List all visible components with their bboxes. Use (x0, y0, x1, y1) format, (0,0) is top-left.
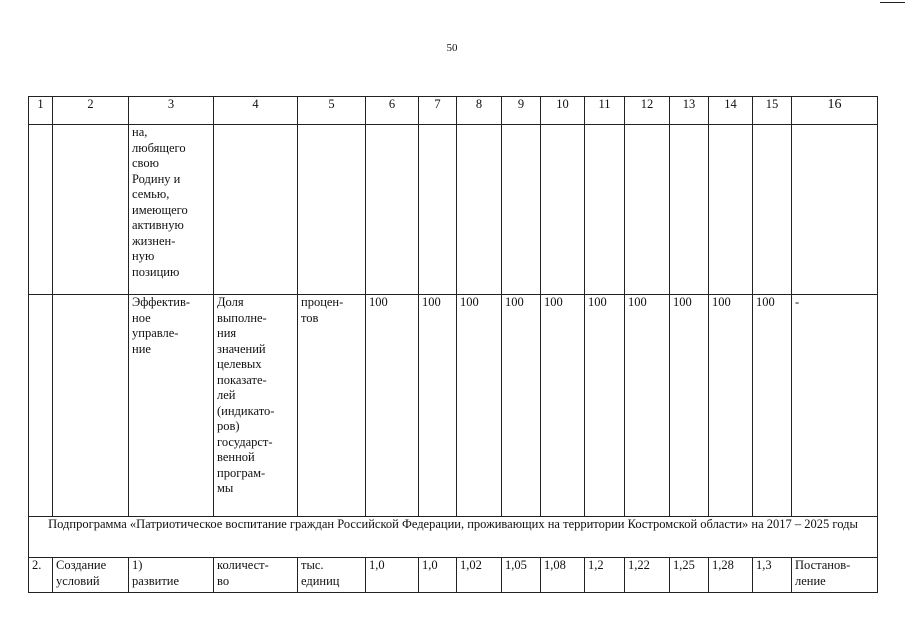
column-header: 12 (625, 97, 670, 125)
value-cell: 100 (585, 295, 625, 517)
value-cell: 1,08 (541, 558, 585, 593)
table-cell (29, 295, 53, 517)
goal-text-continuation: на, любящего свою Родину и семью, имеющего активную жизнен- ную позицию (129, 125, 214, 295)
task-cell: Эффектив- ное управле- ние (129, 295, 214, 517)
task-cell: 1) развитие (129, 558, 214, 593)
value-cell: 1,28 (709, 558, 753, 593)
goal-cell: Создание условий (53, 558, 129, 593)
table-cell (53, 125, 129, 295)
value-cell: 100 (541, 295, 585, 517)
column-header: 6 (366, 97, 419, 125)
subprogram-title: Подпрограмма «Патриотическое воспитание граждан Российской Федерации, проживающих на территории Костромской области» на 2017 – 2025 годы (29, 517, 878, 558)
column-header: 2 (53, 97, 129, 125)
column-header: 16 (792, 97, 878, 125)
value-cell: 1,0 (366, 558, 419, 593)
table-cell (625, 125, 670, 295)
value-cell: 100 (457, 295, 502, 517)
table-cell (298, 125, 366, 295)
column-header: 14 (709, 97, 753, 125)
column-number-row (29, 97, 878, 125)
table-cell (670, 125, 709, 295)
value-cell: 1,3 (753, 558, 792, 593)
basis-cell: Постанов- ление (792, 558, 878, 593)
corner-mark (880, 2, 905, 3)
table-cell (585, 125, 625, 295)
table-cell (214, 125, 298, 295)
table-cell (792, 125, 878, 295)
basis-cell: - (792, 295, 878, 517)
value-cell: 1,25 (670, 558, 709, 593)
table-cell (419, 125, 457, 295)
indicator-cell: количест- во (214, 558, 298, 593)
value-cell: 100 (670, 295, 709, 517)
table-cell (541, 125, 585, 295)
column-header: 11 (585, 97, 625, 125)
value-cell: 100 (502, 295, 541, 517)
value-cell: 100 (625, 295, 670, 517)
table-cell (29, 125, 53, 295)
table-cell (53, 295, 129, 517)
table-cell (709, 125, 753, 295)
value-cell: 1,2 (585, 558, 625, 593)
column-header: 10 (541, 97, 585, 125)
value-cell: 100 (753, 295, 792, 517)
column-header: 7 (419, 97, 457, 125)
row-number: 2. (29, 558, 53, 593)
indicator-cell: Доля выполне- ния значений целевых показате- лей (индикато- ров) государст- венной програм- мы (214, 295, 298, 517)
table-row (29, 295, 878, 517)
value-cell: 100 (709, 295, 753, 517)
table-cell (366, 125, 419, 295)
table-row (29, 125, 878, 295)
table-cell (457, 125, 502, 295)
column-header: 8 (457, 97, 502, 125)
value-cell: 1,02 (457, 558, 502, 593)
value-cell: 100 (366, 295, 419, 517)
value-cell: 1,05 (502, 558, 541, 593)
value-cell: 1,22 (625, 558, 670, 593)
indicator-table (28, 96, 878, 593)
unit-cell: процен- тов (298, 295, 366, 517)
table-row (29, 558, 878, 593)
table-cell (753, 125, 792, 295)
page-number: 50 (446, 42, 458, 54)
column-header: 13 (670, 97, 709, 125)
column-header: 3 (129, 97, 214, 125)
column-header: 1 (29, 97, 53, 125)
unit-cell: тыс. единиц (298, 558, 366, 593)
column-header: 5 (298, 97, 366, 125)
table-cell (502, 125, 541, 295)
subprogram-row (29, 517, 878, 558)
column-header: 9 (502, 97, 541, 125)
value-cell: 1,0 (419, 558, 457, 593)
value-cell: 100 (419, 295, 457, 517)
column-header: 15 (753, 97, 792, 125)
column-header: 4 (214, 97, 298, 125)
